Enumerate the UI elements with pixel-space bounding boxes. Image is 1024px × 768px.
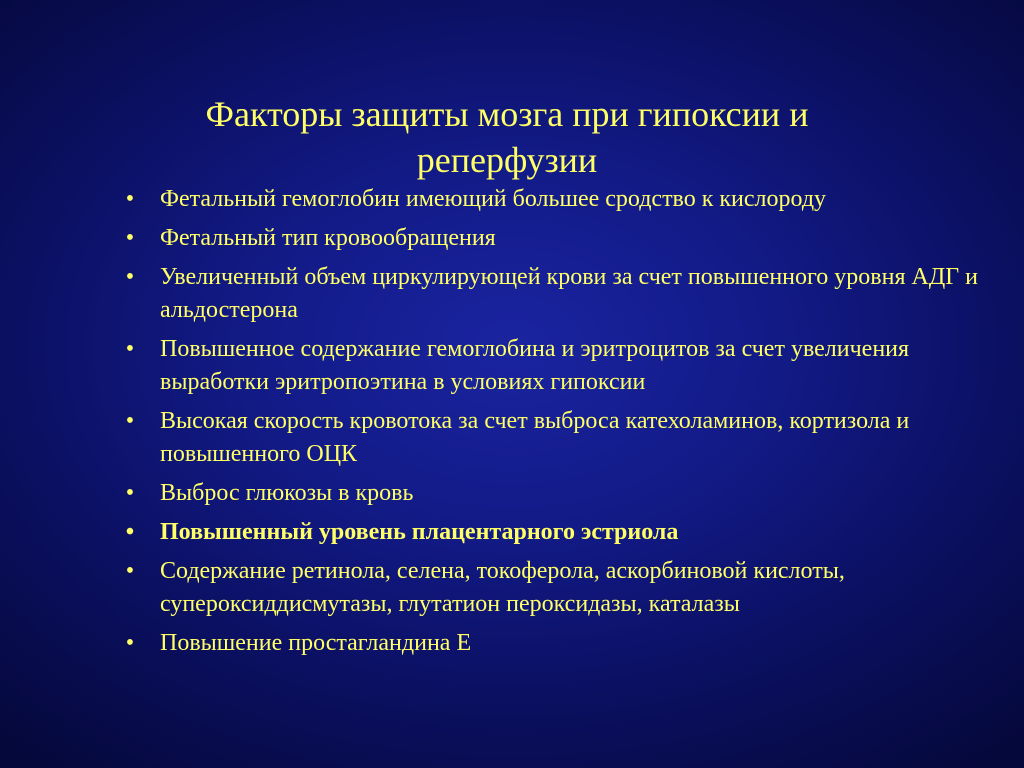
bullet-item [120,333,1000,399]
bullet-item [120,477,1000,510]
bullet-list [120,183,1000,666]
bullet-item [120,627,1000,660]
bullet-text: Содержание ретинола, селена, токоферола, аскорбиновой кислоты, супероксиддисмутазы, глутатион пероксидазы, каталазы [160,558,845,617]
bullet-text: Выброс глюкозы в кровь [160,480,414,506]
bullet-text: Повышенный уровень плацентарного эстриола [160,519,679,545]
bullet-text: Повышение простагландина Е [160,630,472,656]
bullet-text: Фетальный гемоглобин имеющий большее сродство к кислороду [160,186,827,212]
bullet-glyph: • [125,408,135,434]
bullet-text: Высокая скорость кровотока за счет выброса катехоламинов, кортизола и повышенного ОЦК [160,408,910,467]
bullet-glyph: • [125,264,135,290]
slide-title: Факторы защиты мозга при гипоксии и реперфузии [205,94,809,180]
bullet-glyph: • [125,558,135,584]
bullet-item [120,222,1000,255]
bullet-item [120,405,1000,471]
bullet-glyph: • [125,480,135,506]
bullet-item [120,555,1000,621]
bullet-glyph: • [125,186,135,212]
bullet-glyph: • [125,519,135,545]
bullet-item-emphasized [120,516,1000,549]
bullet-glyph: • [125,225,135,251]
bullet-glyph: • [125,630,135,656]
bullet-item [120,261,1000,327]
bullet-text: Увеличенный объем циркулирующей крови за счет повышенного уровня АДГ и альдостерона [160,264,978,323]
bullet-text: Повышенное содержание гемоглобина и эритроцитов за счет увеличения выработки эритропоэтина в условиях гипоксии [160,336,910,395]
bullet-text: Фетальный тип кровообращения [160,225,496,251]
bullet-item [120,183,1000,216]
bullet-glyph: • [125,336,135,362]
